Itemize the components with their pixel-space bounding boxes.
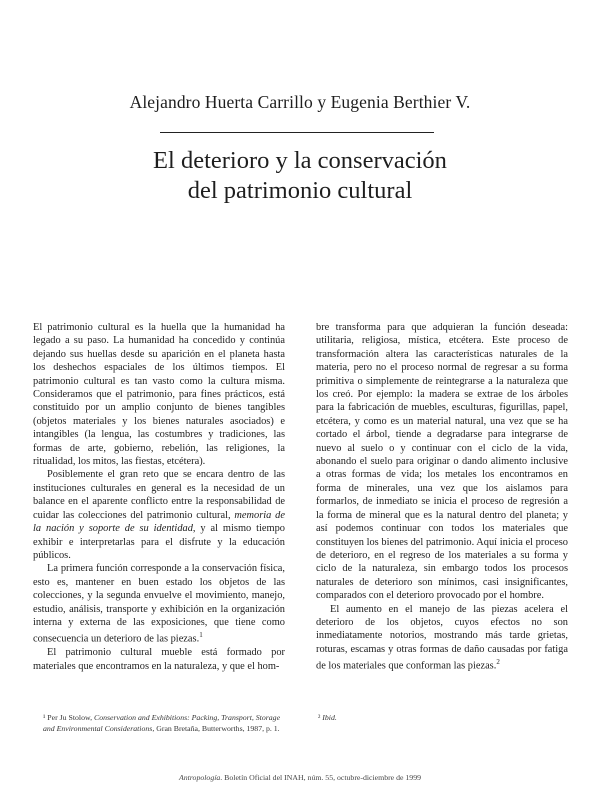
left-column [33, 321, 285, 673]
paragraph [316, 603, 568, 674]
footnote-text: ¹ Per Ju Stolow, [43, 713, 94, 722]
page-footer [0, 773, 600, 782]
title-rule [160, 132, 434, 133]
footnote-book-title: Conservation and Exhibitions: Packing, Transport, Storage and Environmental Considerations [43, 713, 281, 733]
title-line-2: del patrimonio cultural [187, 177, 413, 204]
paragraph: El patrimonio cultural es la huella que la humanidad ha legado a su paso. La humanidad ha concedido y continúa dejando sus huellas desde su aparición en el planeta hasta los deshechos espaciales de los últimos tiempos. El patrimonio cultural es tan vasto como la cultura misma. Consideramos que el patrimonio, para fines prácticos, está constituido por un amplio conjunto de bienes tangibles (objetos materiales y los bienes naturales asociados) e intangibles (la lengua, las costumbres y tradiciones, las formas de arte, gobierno, rebelión, las religiones, la ritualidad, los mitos, las fiestas, etcétera). [33, 322, 285, 468]
paragraph-text: Posiblemente el gran reto que se encara dentro de las instituciones culturales en general es la necesidad de un balance en el aparente conflicto entre la responsabilidad de cuidar las colecciones del patrimonio cultural, [33, 469, 285, 521]
journal-issue: . Boletín Oficial del INAH, núm. 55, octubre-diciembre de 1999 [220, 773, 421, 782]
paragraph-text: El aumento en el manejo de las piezas acelera el deterioro de los objetos, cuyos efectos no son inmediatamente notorios, mostrando más tarde grietas, roturas, escamas y otras formas de daño causadas por fatiga de los materiales que conforman las piezas. [316, 603, 568, 672]
paragraph: bre transforma para que adquieran la función deseada: utilitaria, religiosa, mística, etcétera. Este proceso de transformación altera las características naturales de la materia, pero no el proceso normal de regresar a su forma primitiva o simplemente de reintegrarse a la naturaleza que los creó. Por ejemplo: la madera se extrae de los árboles para la fabricación de muebles, esculturas, figurillas, papel, etcétera, y como es un material natural, una vez que se ha cortado el árbol, tiende a degradarse para integrarse de nuevo al suelo o y continuar con el ciclo de la vida, abonando el suelo para originar o dando alimento inclusive a otras formas de vida; los metales los encontramos en forma de minerales, una vez que los aislamos para formarlos, de inmediato se inicia el proceso de regresión a la forma de mineral que es la natural dentro del planeta; y así podemos continuar con todos los materiales que constituyen los bienes del patrimonio. Aquí inicia el proceso de deterioro, en el regreso de los materiales a su forma y ciclo de la naturaleza, sin embargo todos los procesos naturales de deterioro son mínimos, casi insignificantes, comparados con el deterioro provocado por el hombre. [316, 322, 568, 602]
paragraph: El patrimonio cultural mueble está formado por materiales que encontramos en la naturaleza, y que el hom- [33, 647, 285, 672]
journal-name: Antropología [178, 773, 221, 782]
footnote-marker: 2 [496, 658, 500, 667]
title-line-1: El deterioro y la conservación [153, 147, 447, 174]
paragraph-text: La primera función corresponde a la conservación física, esto es, mantener en buen estado los objetos de las colecciones, y la segunda envuelve el movimiento, manejo, estudio, análisis, transporte y exhibición en la organización interna y externa de las exposiciones, que tiene como consecuencia un deterioro de las piezas. [33, 563, 285, 645]
emphasis: memoria de la nación y soporte de su identidad [33, 509, 285, 535]
paragraph [33, 468, 285, 562]
footnote-marker: 1 [199, 631, 203, 640]
right-column [316, 321, 568, 673]
paragraph [33, 562, 285, 646]
footnote-text: ² [318, 713, 323, 722]
article-title [0, 146, 600, 206]
footnote-ibid: Ibid. [322, 713, 337, 722]
footnote-2 [318, 712, 418, 723]
footnote-text: , Gran Bretaña, Butterworths, 1987, p. 1. [152, 724, 280, 733]
article-authors: Alejandro Huerta Carrillo y Eugenia Berthier V. [129, 92, 471, 112]
footnote-1 [43, 712, 293, 734]
paragraph-text: , y al mismo tiempo exhibir e interpretarlas para el disfrute y la educación públicos. [33, 523, 285, 561]
